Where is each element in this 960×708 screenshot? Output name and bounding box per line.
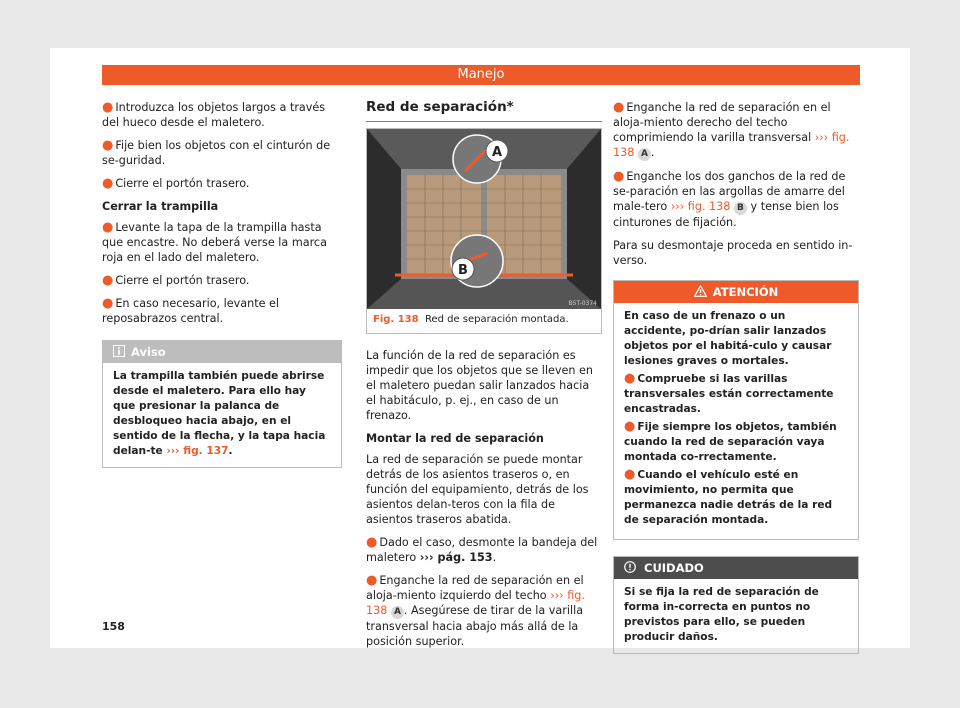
section-title: Red de separación*	[366, 100, 602, 122]
column-3	[613, 100, 859, 654]
column-1	[102, 100, 342, 468]
bullet-icon: ●	[102, 296, 114, 311]
bullet-icon: ●	[102, 273, 114, 288]
cuidado-body: Si se fija la red de separación de forma in-correcta en puntos no previstos para ello, se pueden producir daños.	[624, 586, 819, 643]
callout-badge: A	[391, 606, 404, 619]
aviso-body: La trampilla también puede abrirse desde el maletero. Para ello hay que presionar la palanca de desbloqueo hacia abajo, en el sentido de la flecha, y la tapa hacia delan-te ››› fig. 137.	[113, 370, 326, 457]
list-item: ● Fije bien los objetos con el cinturón de se-guridad.	[102, 138, 331, 167]
aviso-header: Aviso	[103, 341, 341, 363]
atencion-box	[613, 280, 859, 540]
list-item: ● En caso necesario, levante el reposabrazos central.	[102, 296, 280, 325]
bullet-icon: ●	[624, 467, 636, 482]
page-number: 158	[102, 620, 125, 633]
subheading: Cerrar la trampilla	[102, 200, 219, 213]
bullet-icon: ●	[366, 573, 378, 588]
list-item: ● Cierre el portón trasero.	[102, 273, 250, 288]
figure-link[interactable]: ››› fig. 137	[166, 445, 229, 457]
info-icon	[113, 345, 125, 357]
list-item: ● Introduzca los objetos largos a través del hueco desde el maletero.	[102, 100, 326, 129]
bullet-icon: ●	[624, 419, 636, 434]
subheading: Montar la red de separación	[366, 432, 544, 445]
cuidado-header: CUIDADO	[614, 557, 858, 579]
list-item: ● Cuando el vehículo esté en movimiento, no permita que permanezca nadie detrás de la red de separación montada.	[624, 467, 833, 526]
list-item: ● Enganche los dos ganchos de la red de se-paración en las argollas de amarre del male-tero ››› fig. 138 B y tense bien los cinturones de fijación.	[613, 169, 846, 229]
figure-link[interactable]: ››› fig. 138	[366, 589, 585, 617]
trunk-illustration	[367, 129, 601, 309]
callout-badge: B	[734, 202, 747, 215]
list-item: ● Compruebe si las varillas transversales están correctamente encastradas.	[624, 371, 834, 415]
list-item: ● Enganche la red de separación en el aloja-miento izquierdo del techo ››› fig. 138 A . Asegúrese de tirar de la varilla transversal hacia abajo más allá de la posición superior.	[366, 573, 585, 648]
paragraph: Para su desmontaje proceda en sentido in-verso.	[613, 239, 853, 267]
bullet-icon: ●	[102, 138, 114, 153]
page-link[interactable]: ››› pág. 153	[419, 551, 493, 564]
bullet-icon: ●	[102, 220, 114, 235]
paragraph: La red de separación se puede montar detrás de los asientos traseros o, en función del equipamiento, detrás de los asientos delan-teros con la fila de asientos traseros abatida.	[366, 453, 589, 526]
list-item: ● Fije siempre los objetos, también cuando la red de separación vaya montada co-rrectamente.	[624, 419, 837, 463]
cuidado-box	[613, 556, 859, 654]
aviso-box	[102, 340, 342, 468]
warning-icon	[694, 285, 707, 297]
list-item: ● Enganche la red de separación en el aloja-miento derecho del techo comprimiendo la varilla transversal ››› fig. 138 A .	[613, 100, 850, 159]
column-2	[366, 100, 602, 657]
bullet-icon: ●	[613, 100, 625, 115]
exclamation-circle-icon	[624, 561, 636, 573]
bullet-icon: ●	[102, 176, 114, 191]
callout-b: B	[458, 263, 468, 278]
bullet-icon: ●	[366, 535, 378, 550]
figure-link[interactable]: ››› fig. 138	[670, 200, 731, 213]
figure-link[interactable]: ››› fig. 138	[613, 131, 850, 159]
list-item: ● Cierre el portón trasero.	[102, 176, 250, 191]
callout-badge: A	[638, 148, 651, 161]
list-item: ● Levante la tapa de la trampilla hasta que encastre. No deberá verse la marca roja en el lado del maletero.	[102, 220, 327, 264]
bullet-icon: ●	[624, 371, 636, 386]
callout-a: A	[491, 145, 503, 160]
bullet-icon: ●	[102, 100, 114, 115]
figure-caption: Fig. 138 Red de separación montada.	[373, 314, 569, 325]
atencion-body: En caso de un frenazo o un accidente, po-drían salir lanzados objetos por el habitá-culo y causar lesiones graves o mortales. ● Compruebe si las varillas transversales están correctamente encastradas. ● Fije siempre los objetos, también cuando la red de separación vaya montada co-rrectamente. ● Cuando el vehículo esté en movimiento, no permita que permanezca nadie detrás de la red de separación montada.	[614, 303, 858, 539]
list-item: ● Dado el caso, desmonte la bandeja del maletero ››› pág. 153.	[366, 535, 598, 564]
figure-138	[366, 128, 602, 334]
paragraph: La función de la red de separación es impedir que los objetos que se lleven en el maletero puedan salir lanzados hacia el habitáculo, p. ej., en caso de un frenazo.	[366, 349, 594, 422]
section-header: Manejo	[102, 65, 860, 85]
bullet-icon: ●	[613, 169, 625, 184]
figure-code: B5T-0374	[568, 300, 597, 307]
atencion-header: ATENCIÓN	[614, 281, 858, 303]
